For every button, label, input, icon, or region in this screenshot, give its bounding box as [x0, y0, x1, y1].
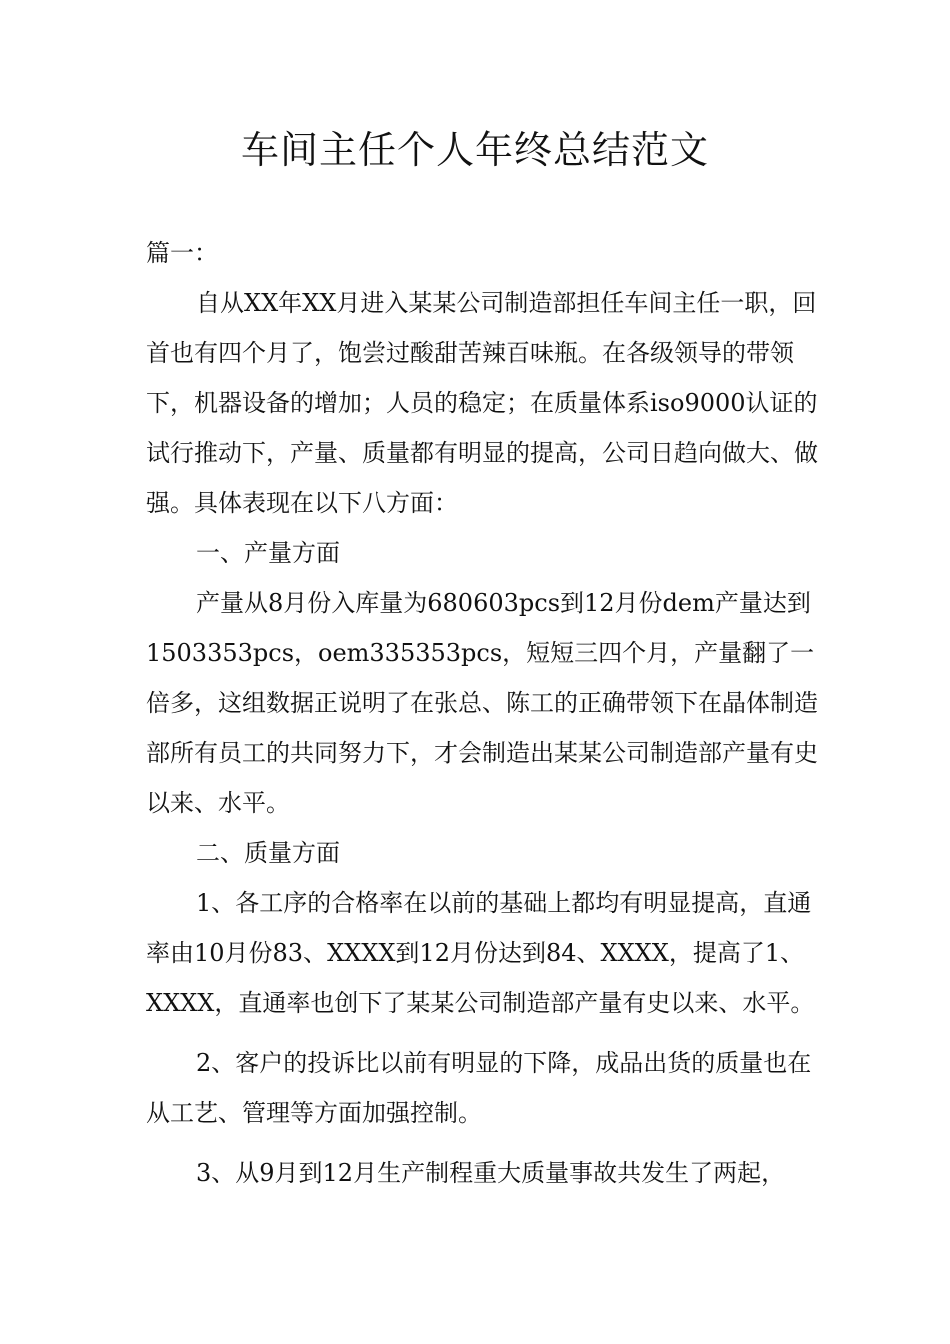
section-label: 篇一：: [146, 239, 218, 267]
paragraph-intro: 自从XX年XX月进入某某公司制造部担任车间主任一职，回首也有四个月了，饱尝过酸甜苦辣百味瓶。在各级领导的带领下，机器设备的增加；人员的稳定；在质量体系iso9000认证的试行推动下，产量、质量都有明显的提高，公司日趋向做大、做强。具体表现在以下八方面：: [146, 289, 818, 517]
document-title: 车间主任个人年终总结范文: [240, 128, 709, 172]
paragraph-quality-1: 1、各工序的合格率在以前的基础上都均有明显提高，直通率由10月份83、XXXX到12月份达到84、XXXX，提高了1、XXXX，直通率也创下了某某公司制造部产量有史以来、水平。: [146, 889, 815, 1017]
paragraph-quality-3: 3、从9月到12月生产制程重大质量事故共发生了两起，: [196, 1159, 786, 1187]
heading-quality: 二、质量方面: [196, 839, 340, 867]
paragraph-quality-2: 2、客户的投诉比以前有明显的下降，成品出货的质量也在从工艺、管理等方面加强控制。: [146, 1049, 812, 1127]
heading-output: 一、产量方面: [196, 539, 340, 567]
paragraph-output: 产量从8月份入库量为680603pcs到12月份dem产量达到1503353pcs，oem335353pcs，短短三四个月，产量翻了一倍多，这组数据正说明了在张总、陈工的正确带领下在晶体制造部所有员工的共同努力下，才会制造出某某公司制造部产量有史以来、水平。: [146, 589, 818, 817]
document-body: [146, 228, 824, 1198]
